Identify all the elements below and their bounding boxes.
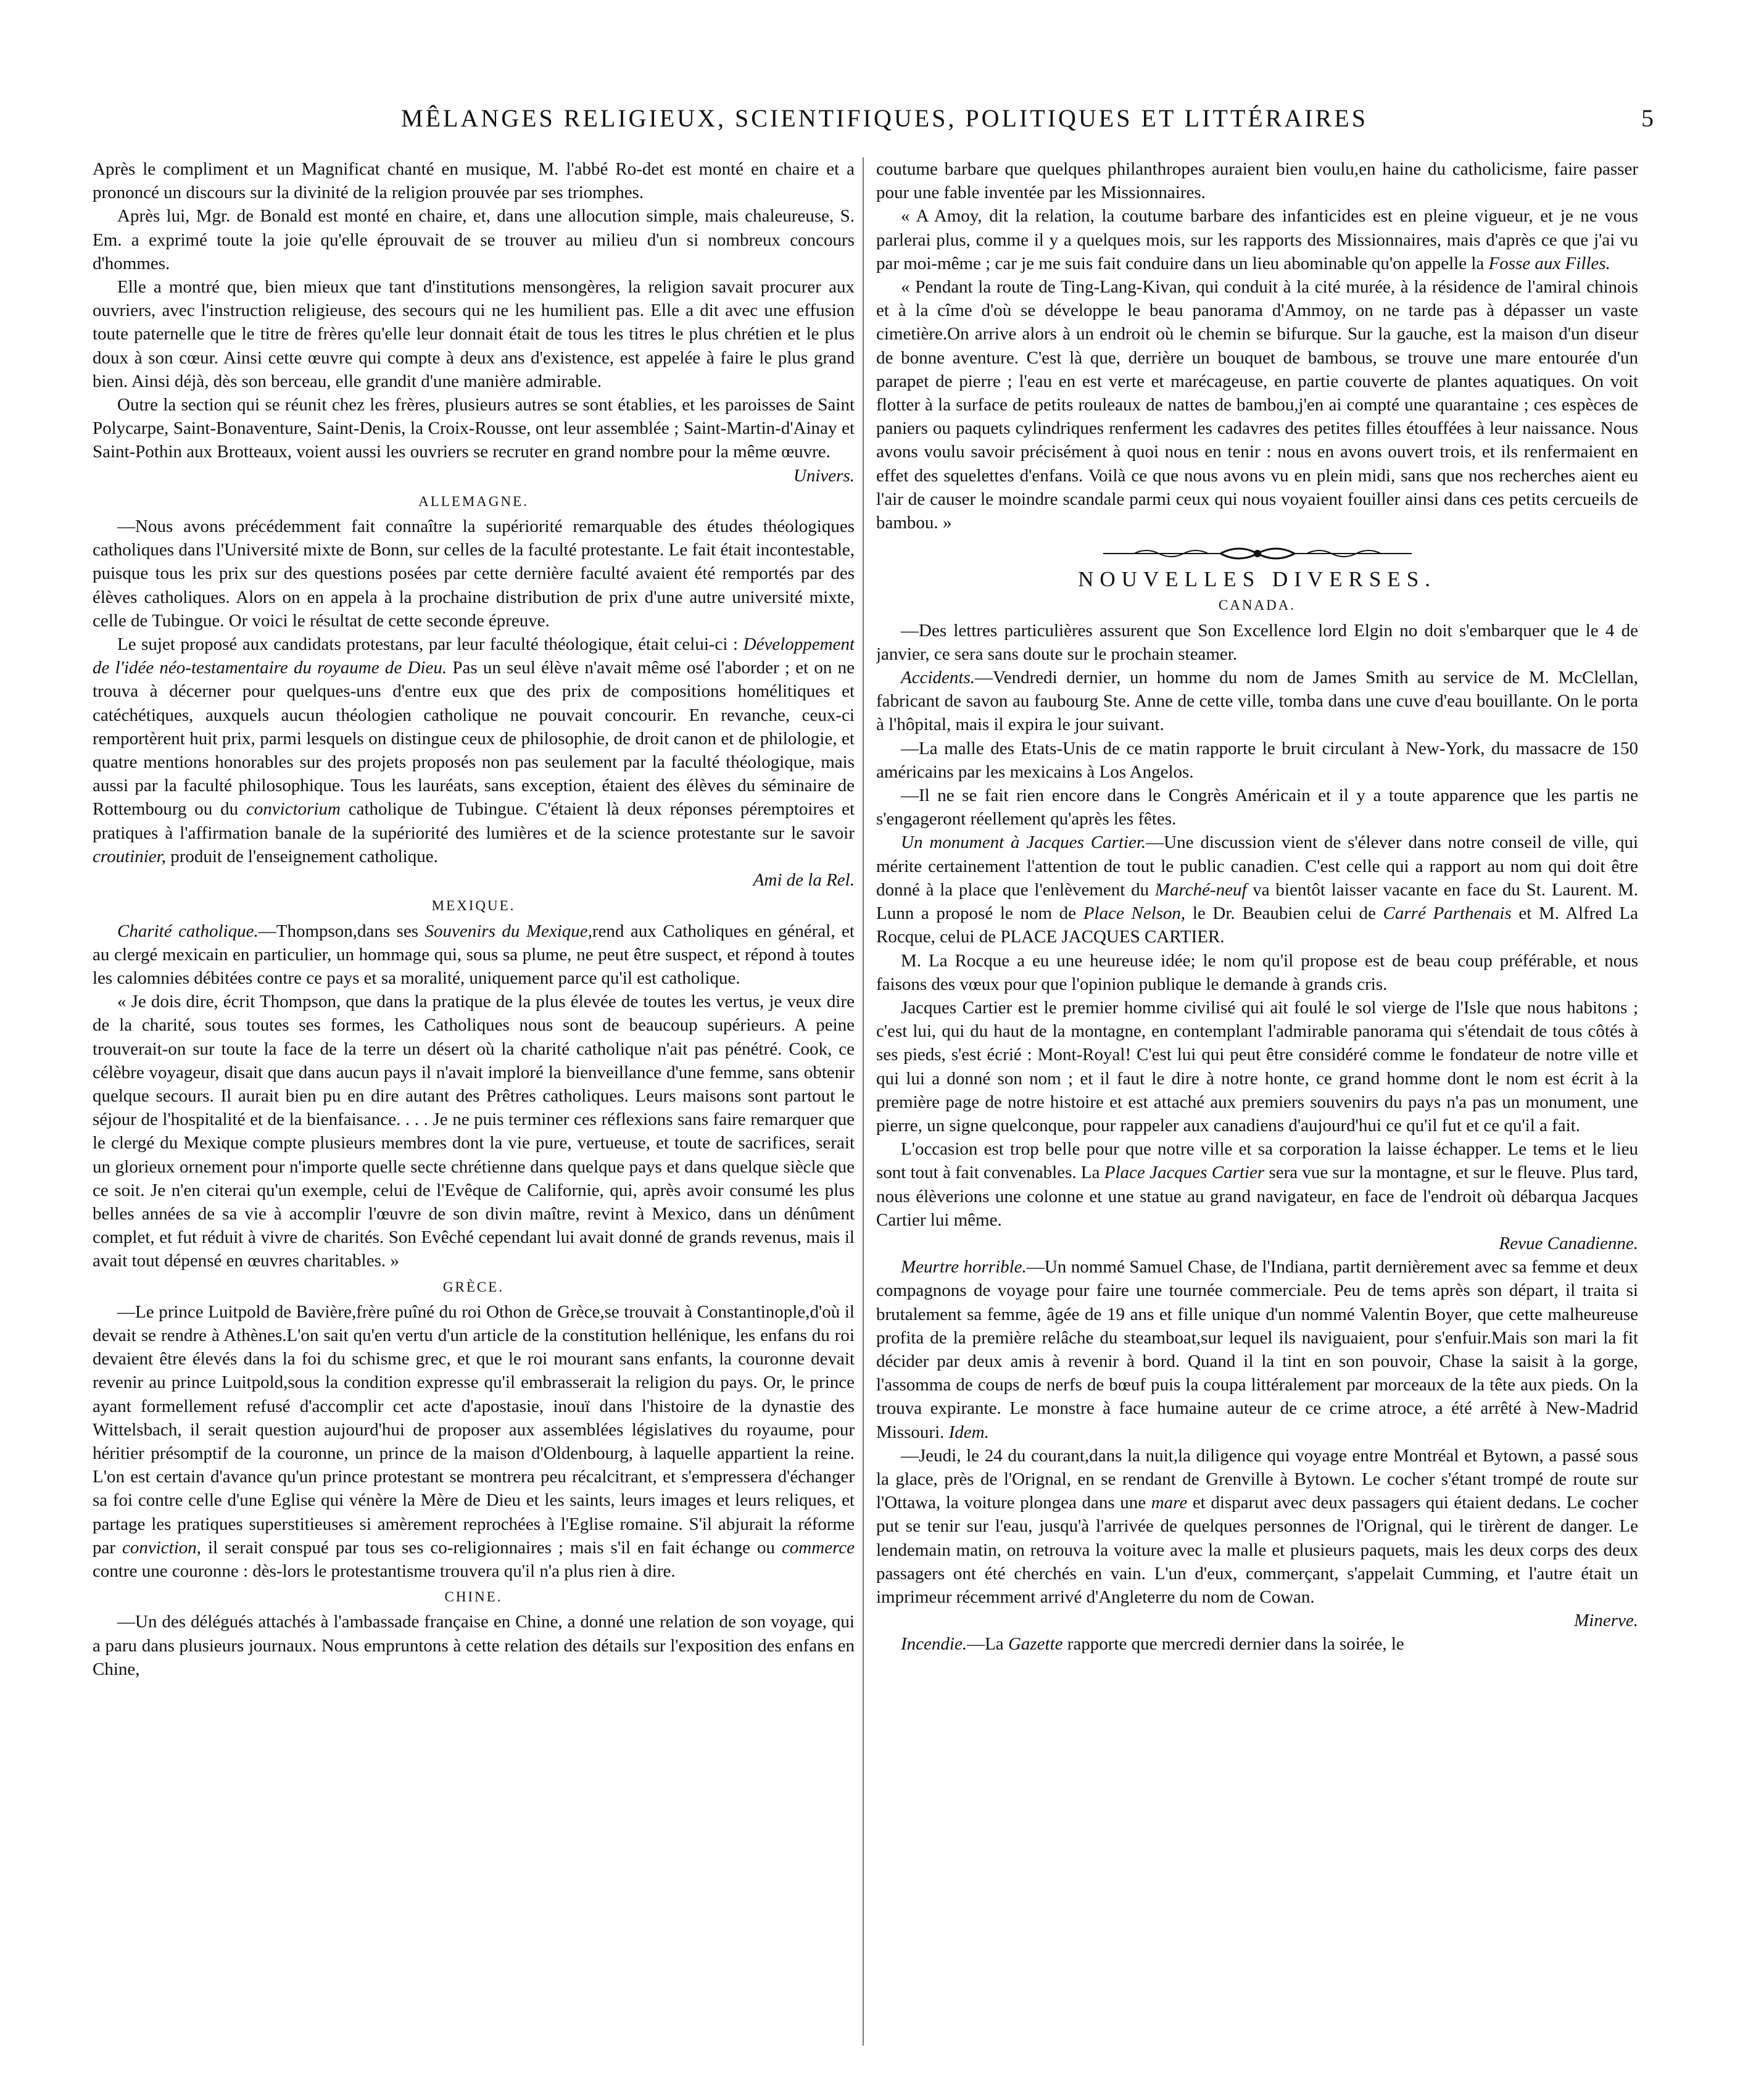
paragraph: « Pendant la route de Ting-Lang-Kivan, qui conduit à la cité murée, à la résidence de l'amiral chinois et à la cîme d'où se développe le beau panorama d'Ammoy, on ne tarde pas à dépasser un vaste cimetière.On arrive alors à un endroit où le chemin se bifurque. Sur la gauche, est la maison d'un diseur de bonne aventure. C'est là que, derrière un bouquet de bambous, se trouve une mare entourée d'un parapet de pierre ; l'eau en est verte et marécageuse, en partie couverte de plantes aquatiques. On voit flotter à la surface de petits rouleaux de nattes de bambou,j'en ai compté une quarantaine ; ces espèces de paniers ou paquets cylindriques renferment les cadavres des petites filles étouffées à leur naissance. Nous avons voulu savoir précisément à quoi nous en tenir : nous en avons ouvert trois, et ils renfermaient en effet des squelettes d'enfans. Voilà ce que nous avons vu en plein midi, sans que nos recherches aient eu l'air de causer le moindre scandale parmi ceux qui nous voyaient fouiller ainsi dans ces petits cercueils de bambou. » [876,277,1638,533]
paragraph: Jacques Cartier est le premier homme civilisé qui ait foulé le sol vierge de l'Isle que nous habitons ; c'est lui, qui du haut de la montagne, en contemplant l'admirable panorama qui s'étendait de tous côtés à ses pieds, s'est écrié : Mont-Royal! C'est lui qui peut être considéré comme le fondateur de notre ville et qui lui a donné son nom ; et il faut le dire à notre honte, ce grand homme dont le nom est écrit à la première page de notre histoire et est attaché aux premiers souvenirs du pays n'a pas un monument, une pierre, un signe quelconque, pour rappeler aux canadiens d'aujourd'hui ce qu'il fut et ce qu'il a fait. [876,997,1638,1135]
paragraph: coutume barbare que quelques philanthropes auraient bien voulu,en haine du catholicisme, faire passer pour une fable inventée par les Missionnaires. [876,159,1638,203]
paragraph: Après le compliment et un Magnificat chanté en musique, M. l'abbé Ro-det est monté en chaire et a prononcé un discours sur la divinité de la religion prouvée par ses triomphes. [93,159,855,203]
paragraph: —Le prince Luitpold de Bavière,frère puîné du roi Othon de Grèce,se trouvait à Constantinople,d'où il devait se rendre à Athènes.L'on sait qu'en vertu d'un article de la constitution hellénique, les enfans du roi devaient être élevés dans la foi du schisme grec, et que le roi mourant sans enfants, la couronne devait revenir au prince Luitpold,sous la condition expresse qu'il embrasserait la religion du pays. Or, le prince ayant formellement refusé d'accomplir cet acte d'apostasie, inouï dans l'histoire de la dynastie des Wittelsbach, il serait question aujourd'hui de proposer aux assemblées législatives du royaume, pour héritier présomptif de la couronne, un prince de la maison d'Oldenbourg, à laquelle appartient la reine. L'on est certain d'avance qu'un prince protestant se montrera peu récalcitrant, et s'empressera d'échanger sa foi contre celle d'une Eglise qui vénère la Mère de Dieu et les saints, leurs images et leurs reliques, et partage les pratiques superstitieuses si amèrement reprochées à l'Eglise romaine. S'il abjurait la réforme par conviction, il serait conspué par tous ses co-religionnaires ; mais s'il en fait échange ou commerce contre une couronne : dès-lors le protestantisme trouvera qu'il n'a plus rien à dire. [93,1301,855,1581]
section-heading-mexique: MEXIQUE. [431,898,516,914]
paragraph: Elle a montré que, bien mieux que tant d'institutions mensongères, la religion savait procurer aux ouvriers, avec l'instruction religieuse, des secours qui ne les humilient pas. Elle a dit avec une effusion toute paternelle que le titre de frères qu'elle leur donnait était de tous les titres le plus chrétien et le plus doux à son cœur. Ainsi cette œuvre qui compte à deux ans d'existence, est appelée à faire le plus grand bien. Ainsi déjà, dès son berceau, elle grandit d'une manière admirable. [93,277,855,391]
source-attribution: Ami de la Rel. [753,870,855,890]
paragraph: Charité catholique.—Thompson,dans ses Souvenirs du Mexique,rend aux Catholiques en général, et au clergé mexicain en particulier, un hommage qui, sous sa plume, ne peut être suspect, et répond à toutes les calomnies débitées contre ce pays et sa moralité, uniquement parce qu'il est catholique. [93,921,855,988]
section-heading-allemagne: ALLEMAGNE. [418,493,529,509]
paragraph: —Nous avons précédemment fait connaître la supériorité remarquable des études théologiques catholiques dans l'Université mixte de Bonn, sur celles de la faculté protestante. Le fait était incontestable, puisque tous les prix sur des questions posées par cette dernière faculté avaient été remportés par des élèves catholiques. Alors on en appela à la prochaine distribution de prix d'une autre université mixte, celle de Tubingue. Or voici le résultat de cette seconde épreuve. [93,517,855,631]
paragraph: —Des lettres particulières assurent que Son Excellence lord Elgin no doit s'embarquer que le 4 de janvier, ce sera sans doute sur le prochain steamer. [876,620,1638,664]
paragraph: Outre la section qui se réunit chez les frères, plusieurs autres se sont établies, et les paroisses de Saint Polycarpe, Saint-Bonaventure, Saint-Denis, la Croix-Rousse, ont leur assemblée ; Saint-Martin-d'Ainay et Saint-Pothin aux Brotteaux, voient aussi les ouvriers se recruter en grand nombre pour la même œuvre. [93,395,855,462]
section-title-nouvelles: NOUVELLES DIVERSES. [1078,567,1436,592]
source-attribution: Revue Canadienne. [1499,1233,1638,1253]
paragraph: Le sujet proposé aux candidats protestans, par leur faculté théologique, était celui-ci : Développement de l'idée néo-testamentaire du royaume de Dieu. Pas un seul élève n'avait même osé l'aborder ; et on ne trouva à décerner pour quelques-uns d'entre eux que des prix de compositions homélitiques et catéchétiques, auxquels aucun théologien catholique ne pouvait concourir. En revanche, ceux-ci remportèrent huit prix, parmi lesquels on distingue ceux de philosophie, de droit canon et de philologie, et quatre mentions honorables sur des projets proposés non pas seulement par la faculté théologique, mais aussi par la faculté philosophique. Tous les lauréats, sans exception, étaient des élèves du séminaire de Rottembourg ou du convictorium catholique de Tubingue. C'étaient là deux réponses péremptoires et pratiques à l'affirmation banale de la supériorité des lumières et de la science protestante sur le savoir croutinier, produit de l'enseignement catholique. [93,634,855,866]
section-heading-grece: GRÈCE. [442,1279,505,1295]
paragraph: —La malle des Etats-Unis de ce matin rapporte le bruit circulant à New-York, du massacre de 150 américains par les mexicains à Los Angelos. [876,738,1638,782]
page-header [93,99,1654,142]
paragraph: —Jeudi, le 24 du courant,dans la nuit,la diligence qui voyage entre Montréal et Bytown, a passé sous la glace, près de l'Orignal, en se rendant de Grenville à Bytown. Le cocher s'étant trompé de route sur l'Ottawa, la voiture plongea dans une mare et disparut avec deux passagers qui étaient dedans. Le cocher put se tenir sur l'eau, jusqu'à l'arrivée de quelques personnes de l'Orignal, qui le tirèrent de danger. Le lendemain matin, on retrouva la voiture avec la malle et plusieurs paquets, mais les deux corps des deux passagers ont été cherchés en vain. L'un d'eux, commerçant, s'appelait Cumming, et l'autre était un imprimeur récemment arrivé d'Angleterre du nom de Cowan. [876,1445,1638,1607]
section-heading-canada: CANADA. [1218,597,1296,613]
paragraph: —Il ne se fait rien encore dans le Congrès Américain et il y a toute apparence que les partis ne s'engageront réellement qu'après les fêtes. [876,786,1638,829]
paragraph: Après lui, Mgr. de Bonald est monté en chaire, et, dans une allocution simple, mais chaleureuse, S. Em. a exprimé toute la joie qu'elle éprouvait de se trouver au milieu d'un si nombreux concours d'hommes. [93,206,855,273]
paragraph: Un monument à Jacques Cartier.—Une discussion vient de s'élever dans notre conseil de ville, qui mérite certainement l'attention de tout le public canadien. C'est celle qui a rapport au nom qui doit être donné à la place que l'enlèvement du Marché-neuf va bientôt laisser vacante en face du St. Laurent. M. Lunn a proposé le nom de Place Nelson, le Dr. Beaubien celui de Carré Parthenais et M. Alfred La Rocque, celui de PLACE JACQUES CARTIER. [876,832,1638,947]
paragraph: Meurtre horrible.—Un nommé Samuel Chase, de l'Indiana, partit dernièrement avec sa femme et deux compagnons de voyage pour faire une tournée commerciale. Peu de tems après son départ, il traita si brutalement sa femme, âgée de 19 ans et fille unique d'un nommé Valentin Boyer, que cette malheureuse profita de la première relâche du steamboat,sur lequel ils naviguaient, pour s'enfuir.Mais son mari la fit décider par deux amis à revenir à bord. Quand il la tint en son pouvoir, Chase la saisit à la gorge, l'assomma de coups de nerfs de bœuf puis la coupa littéralement par morceaux de la tête aux pieds. On la trouva expirante. Le monstre à face humaine auteur de ce crime atroce, a été arrêté à New-Madrid Missouri. Idem. [876,1257,1638,1442]
source-attribution: Univers. [793,465,855,486]
right-column [876,157,1638,2046]
column-rule [863,157,864,2046]
source-attribution: Minerve. [1574,1611,1638,1631]
paragraph: « Je dois dire, écrit Thompson, que dans la pratique de la plus élevée de toutes les vertus, je veux dire de la charité, sous toutes ses formes, les Catholiques nous sont de beaucoup supérieurs. A peine trouverait-on sur toute la face de la terre un désert où la charité catholique n'ait pas pénétré. Cook, ce célèbre voyageur, disait que dans aucun pays il n'avait imploré la bienveillance d'une femme, sans obtenir quelque secours. Il aurait bien pu en dire autant des Prêtres catholiques. Leurs maisons sont partout le séjour de l'hospitalité et de la bienfaisance. . . . Je ne puis terminer ces réflexions sans faire remarquer que le clergé du Mexique compte plusieurs membres dont la vie pure, vertueuse, et toute de sacrifices, serait un glorieux ornement pour n'importe quelle secte chrétienne dans quelque pays et dans quelque siècle que ce soit. Je n'en citerai qu'un exemple, celui de l'Evêque de Californie, qui, après avoir consumé les plus belles années de sa vie à accomplir l'œuvre de son divin maître, revint à Mexico, dans un dénûment complet, et fut réduit à vivre de charités. Son Evêché cependant lui avait donné de grands revenus, mais il avait tout dépensé en œuvres charitables. » [93,992,855,1271]
page-number: 5 [1641,104,1654,132]
section-heading-chine: CHINE. [444,1589,503,1605]
paragraph: « A Amoy, dit la relation, la coutume barbare des infanticides est en pleine vigueur, et je ne vous parlerai plus, comme il y a quelques mois, sur les rapports des Missionnaires, mais d'après ce que j'ai vu par moi-même ; car je me suis fait conduire dans un lieu abominable qu'on appelle la Fosse aux Filles. [876,206,1638,273]
paragraph: L'occasion est trop belle pour que notre ville et sa corporation la laisse échapper. Le tems et le lieu sont tout à fait convenables. La Place Jacques Cartier sera vue sur la montagne, et sur le fleuve. Plus tard, nous élèverions une colonne et une statue au grand navigateur, en face de l'endroit où débarqua Jacques Cartier lui même. [876,1139,1638,1230]
left-column [93,157,855,2046]
ornament-divider [876,543,1638,565]
paragraph: Incendie.—La Gazette rapporte que mercredi dernier dans la soirée, le [901,1634,1404,1654]
ornament-icon [1097,543,1418,564]
running-title: MÊLANGES RELIGIEUX, SCIENTIFIQUES, POLITIQUES ET LITTÉRAIRES [401,104,1368,132]
paragraph: —Un des délégués attachés à l'ambassade française en Chine, a donné une relation de son voyage, qui a paru dans plusieurs journaux. Nous empruntons à cette relation des détails sur l'exposition des enfans en Chine, [93,1612,855,1679]
paragraph: M. La Rocque a eu une heureuse idée; le nom qu'il propose est de beau coup préférable, et nous faisons des vœux pour que l'opinion publique le demande à grands cris. [876,950,1638,994]
paragraph: Accidents.—Vendredi dernier, un homme du nom de James Smith au service de M. McClellan, fabricant de savon au faubourg Ste. Anne de cette ville, tomba dans une cuve d'eau bouillante. On le porta à l'hôpital, mais il expira le jour suivant. [876,668,1638,735]
